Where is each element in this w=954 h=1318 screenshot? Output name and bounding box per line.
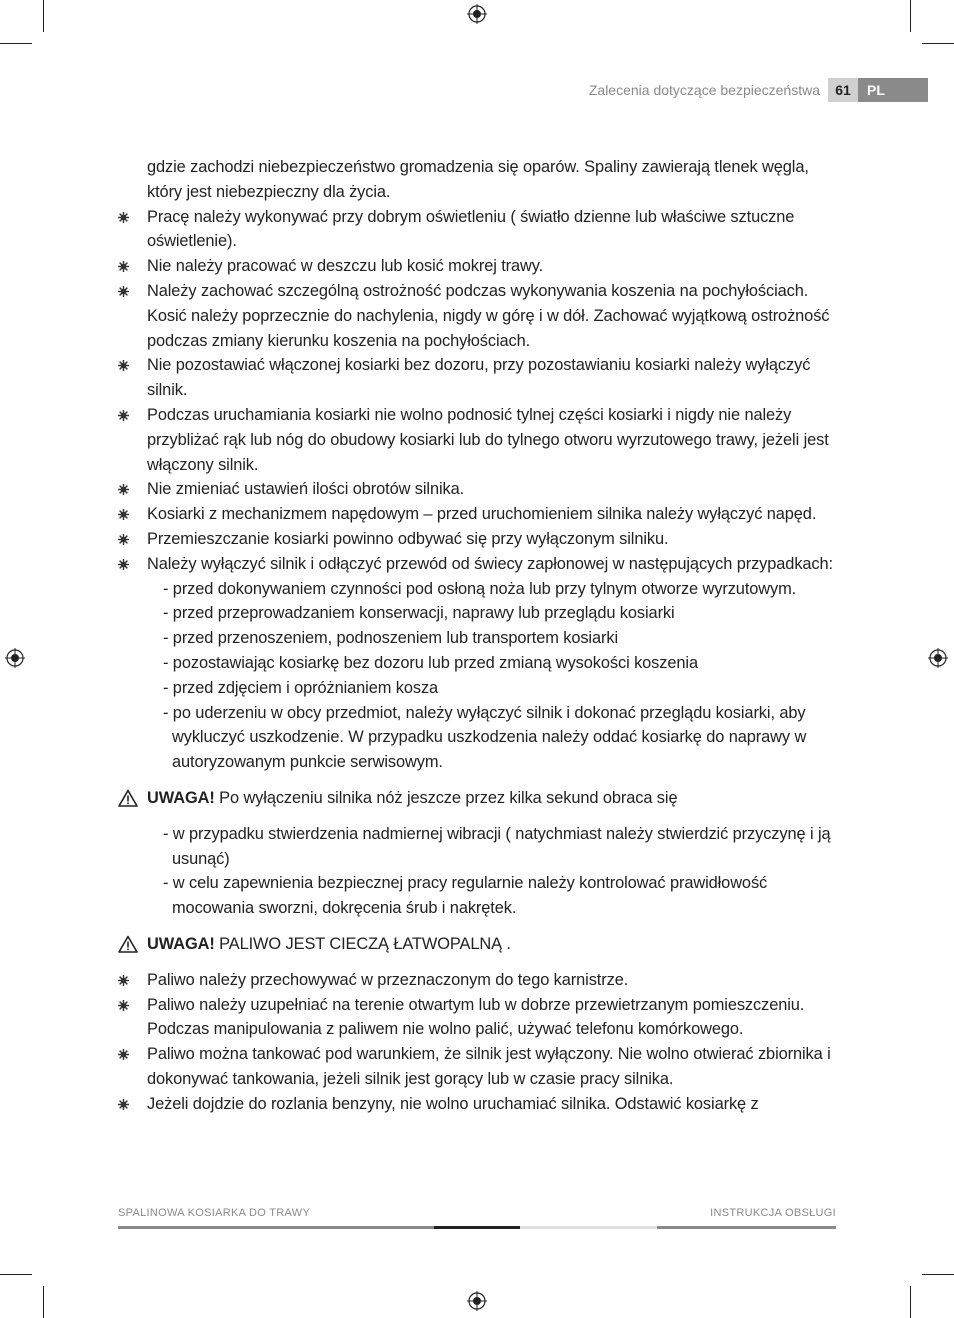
- bullet-list-2: [118, 968, 840, 1117]
- bullet-icon: [118, 559, 129, 570]
- list-item: Paliwo należy przechowywać w przeznaczonym do tego karnistrze.: [118, 968, 840, 993]
- registration-mark-icon: [5, 648, 25, 668]
- warning-triangle-icon: [118, 789, 138, 807]
- bullet-list-1: [118, 205, 840, 577]
- footer-bar-segment: [434, 1226, 520, 1229]
- warning-label: UWAGA!: [147, 934, 215, 953]
- bullet-icon: [118, 212, 129, 223]
- list-item: Przemieszczanie kosiarki powinno odbywać się przy wyłączonym silniku.: [118, 527, 840, 552]
- warning-note-fuel: [118, 932, 840, 957]
- list-item: - przed dokonywaniem czynności pod osłoną noża lub przy tylnym otworze wyrzutowym.: [163, 579, 797, 598]
- bullet-icon: [118, 1099, 129, 1110]
- list-item: - przed przenoszeniem, podnoszeniem lub transportem kosiarki: [163, 629, 618, 648]
- dash-list-2: [118, 822, 840, 921]
- list-item: - pozostawiając kosiarkę bez dozoru lub przed zmianą wysokości koszenia: [163, 653, 698, 672]
- crop-mark: [0, 1274, 32, 1275]
- crop-mark: [43, 1286, 44, 1318]
- list-item: Należy wyłączyć silnik i odłączyć przewód od świecy zapłonowej w następujących przypadkach:: [118, 552, 840, 577]
- registration-mark-icon: [467, 4, 487, 24]
- list-item: Nie pozostawiać włączonej kosiarki bez dozoru, przy pozostawianiu kosiarki należy wyłączyć silnik.: [118, 353, 840, 403]
- footer-bar-segment: [657, 1226, 836, 1229]
- footer-product-name: SPALINOWA KOSIARKA DO TRAWY: [118, 1207, 311, 1219]
- bullet-icon: [118, 261, 129, 272]
- bullet-icon: [118, 410, 129, 421]
- warning-text: Po wyłączeniu silnika nóż jeszcze przez kilka sekund obraca się: [214, 788, 678, 807]
- bullet-icon: [118, 1000, 129, 1011]
- registration-mark-icon: [467, 1291, 487, 1311]
- footer-bar-segment: [118, 1226, 434, 1229]
- list-item: - przed zdjęciem i opróżnianiem kosza: [163, 678, 439, 697]
- warning-text: PALIWO JEST CIECZĄ ŁATWOPALNĄ .: [214, 934, 511, 953]
- bullet-icon: [118, 286, 129, 297]
- bullet-icon: [118, 975, 129, 986]
- registration-mark-icon: [928, 648, 948, 668]
- continuation-paragraph: gdzie zachodzi niebezpieczeństwo gromadzenia się oparów. Spaliny zawierają tlenek węgla, który jest niebezpieczny dla życia.: [147, 158, 809, 201]
- list-item: Pracę należy wykonywać przy dobrym oświetleniu ( światło dzienne lub właściwe sztuczne oświetlenie).: [118, 205, 840, 255]
- bullet-icon: [118, 360, 129, 371]
- list-item: - w przypadku stwierdzenia nadmiernej wibracji ( natychmiast należy stwierdzić przyczynę i ją usunąć): [163, 824, 831, 868]
- list-item: Należy zachować szczególną ostrożność podczas wykonywania koszenia na pochyłościach. Kosić należy poprzecznie do nachylenia, nigdy w górę i w dół. Zachować wyjątkową ostrożność podczas zmiany kierunku koszenia na pochyłościach.: [118, 279, 840, 353]
- crop-mark: [43, 0, 44, 32]
- list-item: Paliwo można tankować pod warunkiem, że silnik jest wyłączony. Nie wolno otwierać zbiornika i dokonywać tankowania, jeżeli silnik jest gorący lub w czasie pracy silnika.: [118, 1042, 840, 1092]
- list-item: - w celu zapewnienia bezpiecznej pracy regularnie należy kontrolować prawidłowość mocowania sworzni, dokręcenia śrub i nakrętek.: [163, 874, 768, 918]
- bullet-icon: [118, 534, 129, 545]
- crop-mark: [910, 1286, 911, 1318]
- bullet-icon: [118, 509, 129, 520]
- page-number: 61: [828, 78, 858, 102]
- bullet-icon: [118, 1049, 129, 1060]
- crop-mark: [910, 0, 911, 32]
- footer-document-type: INSTRUKCJA OBSŁUGI: [710, 1207, 836, 1219]
- crop-mark: [922, 1274, 954, 1275]
- warning-triangle-icon: [118, 935, 138, 953]
- list-item: - przed przeprowadzaniem konserwacji, naprawy lub przeglądu kosiarki: [163, 604, 675, 623]
- crop-mark: [922, 43, 954, 44]
- header-section-title: Zalecenia dotyczące bezpieczeństwa: [588, 82, 820, 98]
- crop-mark: [0, 43, 32, 44]
- page-content: [118, 155, 840, 1116]
- bullet-icon: [118, 484, 129, 495]
- warning-note-blade: [118, 786, 840, 811]
- warning-label: UWAGA!: [147, 788, 215, 807]
- list-item: - po uderzeniu w obcy przedmiot, należy wyłączyć silnik i dokonać przeglądu kosiarki, aby wykluczyć uszkodzenie. W przypadku uszkodzenia należy oddać kosiarkę do naprawy w autoryzowanym punkcie serwisowym.: [163, 703, 807, 772]
- list-item: Jeżeli dojdzie do rozlania benzyny, nie wolno uruchamiać silnika. Odstawić kosiarkę z: [118, 1092, 840, 1117]
- list-item: Kosiarki z mechanizmem napędowym – przed uruchomieniem silnika należy wyłączyć napęd.: [118, 502, 840, 527]
- list-item: Podczas uruchamiania kosiarki nie wolno podnosić tylnej części kosiarki i nigdy nie należy przybliżać rąk lub nóg do obudowy kosiarki lub do tylnego otworu wyrzutowego trawy, jeżeli jest włączony silnik.: [118, 403, 840, 477]
- language-badge: PL: [858, 78, 928, 102]
- list-item: Nie należy pracować w deszczu lub kosić mokrej trawy.: [118, 254, 840, 279]
- footer-bar-segment: [520, 1226, 657, 1229]
- list-item: Nie zmieniać ustawień ilości obrotów silnika.: [118, 477, 840, 502]
- list-item: Paliwo należy uzupełniać na terenie otwartym lub w dobrze przewietrzanym pomieszczeniu. Podczas manipulowania z paliwem nie wolno palić, używać telefonu komórkowego.: [118, 993, 840, 1043]
- dash-list-1: [118, 577, 840, 775]
